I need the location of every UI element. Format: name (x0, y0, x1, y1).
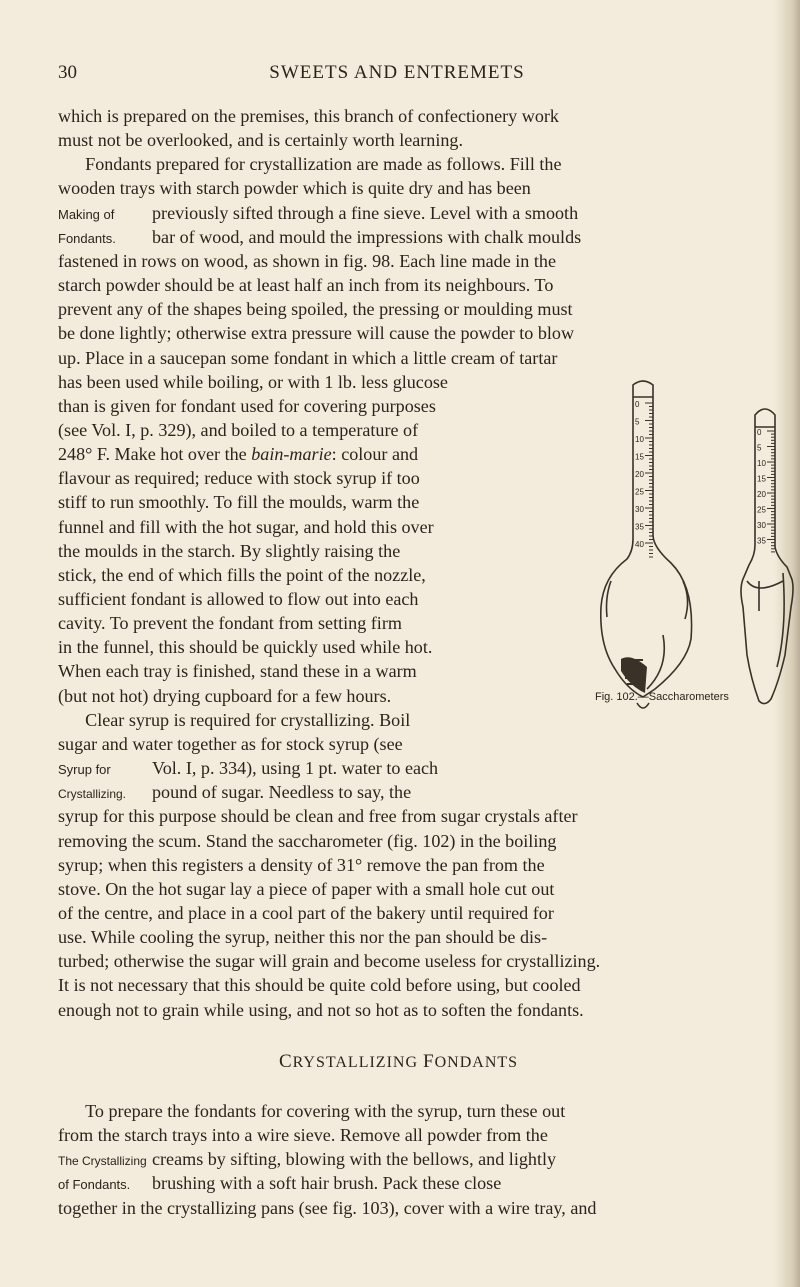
scale-label: 20 (635, 470, 644, 479)
heading-text: RYSTALLIZING (292, 1054, 424, 1071)
heading-initial: C (278, 1051, 293, 1072)
line-text: Clear syrup is required for crystallizing. Boil (58, 709, 411, 730)
scale-label: 30 (757, 521, 766, 530)
line-text: starch powder should be at least half an inch from its neighbours. To (58, 275, 554, 296)
line-text: wooden trays with starch powder which is quite dry and has been (58, 178, 531, 199)
sidenote-line: Crystallizing. (58, 787, 127, 802)
line-text: be done lightly; otherwise extra pressure will cause the powder to blow (58, 323, 575, 344)
scale-label: 35 (757, 536, 766, 546)
line-text: removing the scum. Stand the saccharometer (fig. 102) in the boiling (58, 830, 557, 851)
line-text: syrup; when this registers a density of 31° remove the pan from the (58, 854, 545, 875)
heading-initial: F (423, 1051, 435, 1072)
line-text: turbed; otherwise the sugar will grain and become useless for crystallizing. (58, 951, 601, 972)
scale-label: 20 (757, 490, 766, 499)
line-text: creams by sifting, blowing with the bellows, and lightly (152, 1149, 557, 1170)
scale-label: 10 (635, 435, 644, 444)
heading-text: ONDANTS (434, 1054, 519, 1071)
scale-label: 5 (635, 417, 640, 427)
sidenote-line: of Fondants. (58, 1177, 131, 1193)
line-text: (see Vol. I, p. 329), and boiled to a temperature of (58, 419, 419, 440)
scale-label: 40 (635, 540, 644, 549)
line-text: in the funnel, this should be quickly used while hot. (58, 637, 433, 658)
scale-label: 25 (635, 487, 644, 497)
line-text: prevent any of the shapes being spoiled, the pressing or moulding must (58, 299, 573, 320)
line-text: To prepare the fondants for covering with the syrup, turn these out (58, 1101, 566, 1121)
sidenote-line: Syrup for (58, 762, 111, 778)
line-text: stove. On the hot sugar lay a piece of paper with a small hole cut out (58, 878, 555, 899)
scale-label: 25 (757, 505, 766, 515)
saccharometer-illustration (587, 367, 800, 713)
line-text: sugar and water together as for stock syrup (see (58, 733, 403, 754)
line-text: When each tray is finished, stand these in a warm (58, 661, 417, 682)
line-text: flavour as required; reduce with stock syrup if too (58, 468, 420, 489)
page-header (58, 62, 736, 88)
line-text: than is given for fondant used for covering purposes (58, 395, 436, 416)
figure-saccharometers (587, 367, 800, 713)
line-text: must not be overlooked, and is certainly worth learning. (58, 130, 463, 151)
line-text: (but not hot) drying cupboard for a few hours. (58, 685, 392, 706)
scale-label: 15 (635, 452, 644, 462)
line-text: of the centre, and place in a cool part of the bakery until required for (58, 902, 554, 923)
line-text: brushing with a soft hair brush. Pack these close (152, 1173, 502, 1194)
scale-label: 10 (757, 459, 766, 468)
page-number: 30 (58, 62, 77, 83)
section-heading-crystallizing-fondants (58, 1051, 739, 1073)
line-text: 248° F. Make hot over the bain-marie: colour and (58, 444, 419, 465)
line-text: up. Place in a saucepan some fondant in which a little cream of tartar (58, 347, 558, 368)
line-text: enough not to grain while using, and not so hot as to soften the fondants. (58, 999, 584, 1020)
sidenote-line: The Crystallizing (58, 1154, 147, 1169)
line-text: stiff to run smoothly. To fill the moulds, warm the (58, 492, 420, 513)
line-text: which is prepared on the premises, this branch of confectionery work (58, 106, 559, 126)
scale-label: 35 (635, 522, 644, 532)
scale-label: 0 (757, 428, 762, 437)
line-text: cavity. To prevent the fondant from setting firm (58, 613, 402, 634)
scale-label: 0 (635, 400, 640, 409)
running-head: SWEETS AND ENTREMETS (269, 62, 525, 83)
line-text: Fondants prepared for crystallization are made as follows. Fill the (58, 154, 562, 175)
line-text: fastened in rows on wood, as shown in fig. 98. Each line made in the (58, 250, 556, 271)
sidenote-line: Fondants. (58, 230, 116, 246)
line-text: the moulds in the starch. By slightly raising the (58, 540, 401, 561)
line-text: funnel and fill with the hot sugar, and hold this over (58, 516, 434, 537)
scale-label: 5 (757, 443, 762, 453)
line-text: from the starch trays into a wire sieve. Remove all powder from the (58, 1125, 548, 1146)
line-text: sufficient fondant is allowed to flow out into each (58, 589, 419, 609)
line-text: previously sifted through a fine sieve. Level with a smooth (152, 202, 579, 223)
line-text: Vol. I, p. 334), using 1 pt. water to each (152, 758, 439, 779)
line-text: bar of wood, and mould the impressions with chalk moulds (152, 226, 582, 247)
line-text: together in the crystallizing pans (see fig. 103), cover with a wire tray, and (58, 1197, 597, 1218)
line-text: use. While cooling the syrup, neither this nor the pan should be dis- (58, 927, 548, 948)
line-text: stick, the end of which fills the point of the nozzle, (58, 564, 426, 585)
line-text: syrup for this purpose should be clean and free from sugar crystals after (58, 806, 578, 827)
line-text: pound of sugar. Needless to say, the (152, 782, 412, 803)
line-text: has been used while boiling, or with 1 lb. less glucose (58, 371, 448, 392)
scale-label: 15 (757, 474, 766, 484)
sidenote-line: Making of (58, 206, 115, 222)
line-text: It is not necessary that this should be quite cold before using, but cooled (58, 975, 581, 996)
figure-caption: Fig. 102.—Saccharometers (595, 691, 729, 703)
scale-label: 30 (635, 505, 644, 514)
